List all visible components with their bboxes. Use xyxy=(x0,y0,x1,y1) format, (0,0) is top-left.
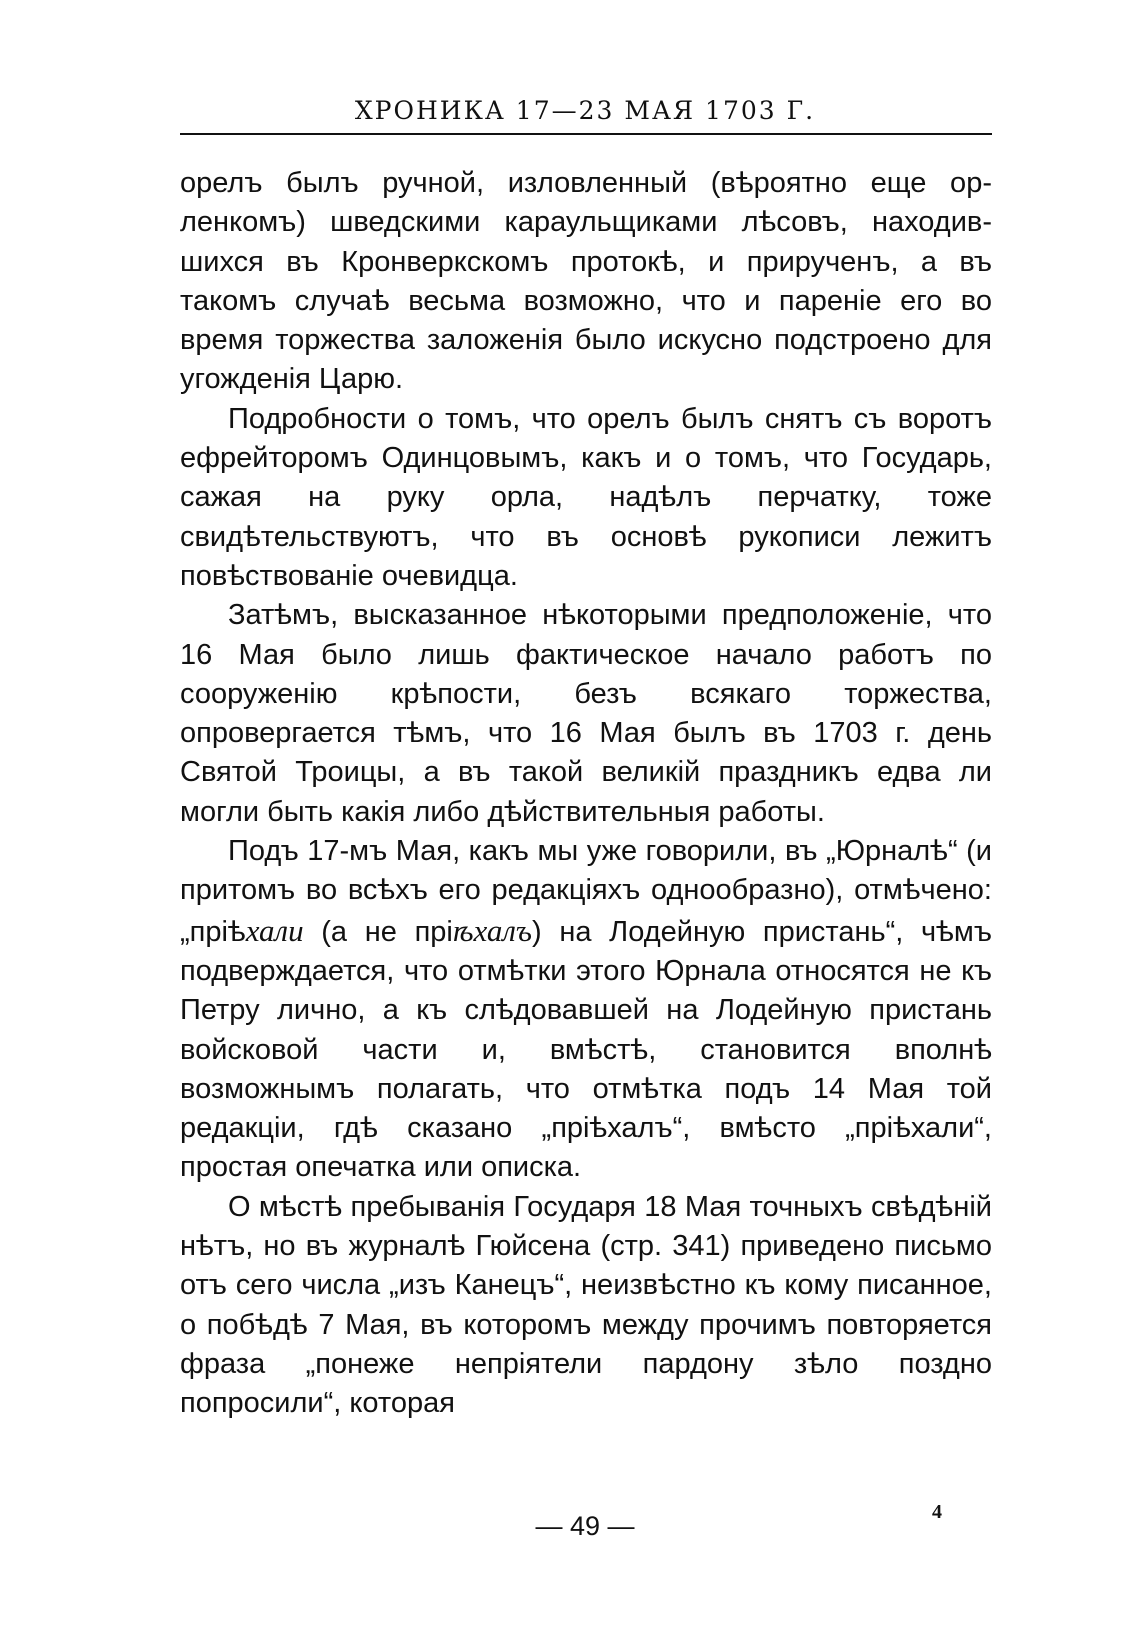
page-number: — 49 — xyxy=(535,1511,635,1541)
paragraph-4-part-c: ) на Лодейную пристань“, чѣмъ подверждается, что отмѣтки этого Юрнала относятся не къ Петру лично, а къ слѣдовавшей на Лодейную пристань войсковой части и, вмѣстѣ, становится вполнѣ возможнымъ полагать, что отмѣтка подъ 14 Мая той редакціи, гдѣ сказано „пріѣхалъ“, вмѣсто „пріѣхали“, простая опечатка или описка. xyxy=(180,915,992,1184)
paragraph-2: Подробности о томъ, что орелъ былъ снятъ съ воротъ ефрейторомъ Одинцовымъ, какъ и о томъ, что Государь, сажая на руку орла, надѣлъ перчатку, тоже свидѣтельствуютъ, что въ основѣ рукописи лежитъ повѣствованіе очевидца. xyxy=(180,402,992,592)
italic-word-ekhal: ѣхалъ xyxy=(452,912,532,948)
body-text xyxy=(180,164,992,1424)
paragraph-1: орелъ былъ ручной, изловленный (вѣроятно еще орленкомъ) шведскими караульщиками лѣсовъ, находившихся въ Кронверкскомъ протокѣ, и прирученъ, а въ такомъ случаѣ весьма возможно, что и пареніе его во время торжества заложенія было искусно подстроено для угожденія Царю. xyxy=(180,167,992,396)
paragraph-3: Затѣмъ, высказанное нѣкоторыми предположеніе, что 16 Мая было лишь фактическое начало работъ по сооруженію крѣпости, безъ всякаго торжества, опровергается тѣмъ, что 16 Мая былъ въ 1703 г. день Святой Троицы, а въ такой великій праздникъ едва ли могли быть какія либо дѣйствительныя работы. xyxy=(180,599,992,828)
running-head: ХРОНИКА 17—23 МАЯ 1703 Г. xyxy=(354,96,816,125)
signature-mark: 4 xyxy=(932,1501,942,1523)
paragraph-4 xyxy=(180,832,992,1188)
paragraph-4-part-b: (а не прі xyxy=(303,915,453,948)
paragraph-5: О мѣстѣ пребыванія Государя 18 Мая точныхъ свѣдѣній нѣтъ, но въ журналѣ Гюйсена (стр. 341) приведено письмо отъ сего числа „изъ Канецъ“, неизвѣстно къ кому писанное, о побѣдѣ 7 Мая, въ которомъ между прочимъ повторяется фраза „понеже непріятели пардону зѣло поздно попросили“, которая xyxy=(180,1190,992,1420)
header-rule xyxy=(180,133,992,135)
italic-word-khali: хали xyxy=(245,912,304,948)
paragraph-4-part-a: Подъ 17-мъ Мая, какъ мы уже говорили, въ „Юрналѣ“ (и притомъ во всѣхъ его редакціяхъ однообразно), отмѣчено: „пріѣ xyxy=(180,835,992,948)
